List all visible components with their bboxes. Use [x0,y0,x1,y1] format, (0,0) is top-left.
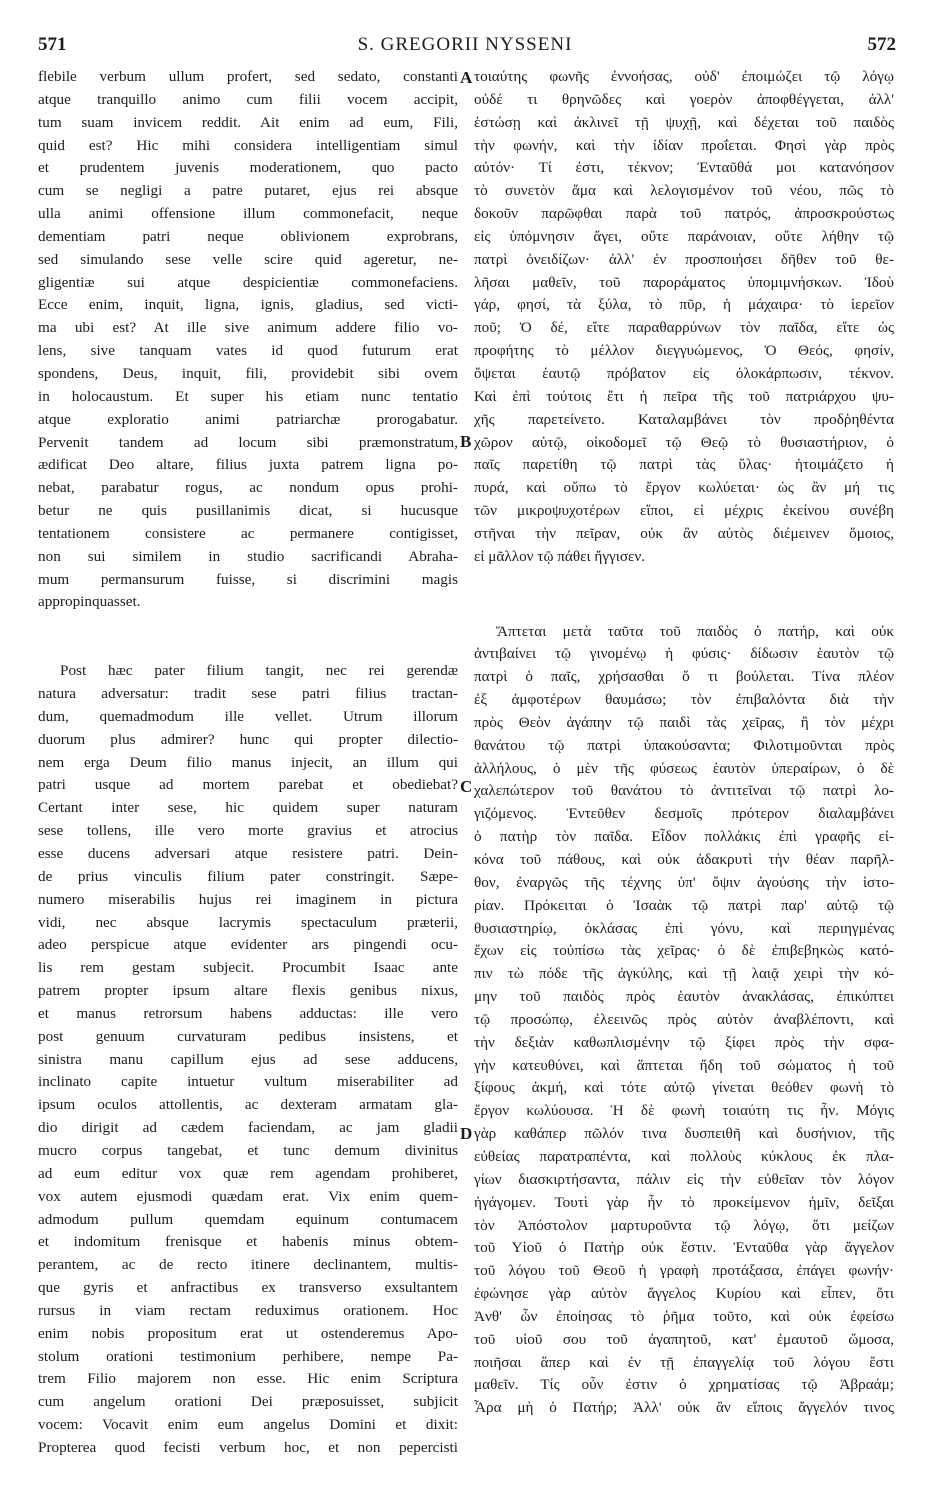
greek-paragraph-2 [474,621,894,1421]
text-line: enim nobis propositum erat ut ostenderemus Apo- [38,1324,458,1342]
text-line: adeo perspicue atque evidenter ars pingendi ocu- [38,936,458,954]
margin-marker-c: C [460,777,473,796]
text-line: spondens, Deus, inquit, fili, providebit sibi ovem [38,364,458,382]
text-line: ipsum oculos attollentis, ac dexteram armatam gla- [38,1096,458,1114]
text-line: ἐφώνησε γὰρ αὐτὸν ἄγγελος Κυρίου καὶ εἶπεν, ὅτι [474,1285,894,1303]
text-line: μαθεῖν. Τίς οὖν ἐστιν ὁ χρηματίσας τῷ Ἀβραάμ; [474,1376,894,1394]
text-line: Pervenit tandem ad locum sibi præmonstratum, [38,433,458,451]
text-line: de prius vinculis filium pater constringit. Sæpe- [38,867,458,885]
page-number-left: 571 [38,34,67,55]
text-line: γὴν κατευθύνει, καὶ ἅπτεται ἤδη τοῦ σώματος ἡ τοῦ [474,1056,894,1074]
text-line: cum se negligi a patre putaret, ejus rei absque [38,182,458,200]
text-line: ξίφους ἀκμή, καὶ τότε αὐτῷ γίνεται θεόθεν φωνὴ τὸ [474,1079,894,1097]
text-line: duorum plus admirer? hunc qui propter dilectio- [38,730,458,748]
text-line: πατρὶ ὀνειδίζων· ἀλλ' ἐν προσποιήσει δῆθεν τοῦ θε- [474,250,894,268]
text-line: que gyris et anfractibus ex transverso exsultantem [38,1279,458,1297]
text-line: Ἀνθ' ὧν ἐποίησας τὸ ῥῆμα τοῦτο, καὶ οὐκ ἐφείσω [474,1307,894,1325]
text-line: τὴν φωνήν, καὶ τὴν ἰδίαν προΐεται. Φησὶ γὰρ πρὸς [474,136,894,154]
text-line: πρὸς Θεὸν ἀγάπην τῷ παιδὶ τὰς χεῖρας, ἢ τὸν μέχρι [474,713,894,731]
text-line: ρίαν. Πρόκειται ὁ Ἰσαὰκ τῷ πατρὶ παρ' αὐτῷ τῷ [474,896,894,914]
text-line: παῖς παρετίθη τῷ πατρὶ τὰς ὕλας· ἡτοιμάζετο ἡ [474,456,894,474]
text-line: Ecce enim, inquit, ligna, ignis, gladius, sed victi- [38,296,458,314]
text-line: ἠγάγομεν. Τουτὶ γὰρ ἦν τὸ προκείμενον ἡμῖν, δεῖξαι [474,1193,894,1211]
text-line: sinistra manu capillum ejus ad sese adducens, [38,1050,458,1068]
text-line: τὸ συνετὸν ἅμα καὶ λελογισμένον τοῦ νέου, πῶς τὸ [474,182,894,200]
text-line: πυρά, καὶ οὔπω τὸ ἔργον κωλύεται· ὡς ἂν μή τις [474,479,894,497]
text-line: εἰς ὑπόμνησιν ἄγει, οὔτε παράνοιαν, οὔτε λήθην τῷ [474,227,894,245]
text-line: ὁ πατὴρ τὸν παῖδα. Εἶδον πολλάκις ἐπὶ γραφῆς εἰ- [474,828,894,846]
text-line: στῆναι τὴν πεῖραν, οὐκ ἂν αὐτὸς διέμεινεν ὅμοιος, [474,524,894,542]
text-line: appropinquasset. [38,593,141,611]
text-line: flebile verbum ullum profert, sed sedato, constanti [38,68,458,85]
text-line: admodum pullum quemdam equinum contumacem [38,1210,458,1228]
text-line: dum, quemadmodum ille vellet. Utrum illorum [38,707,458,725]
greek-column [474,66,894,1420]
margin-marker-d: D [460,1124,473,1143]
text-line: lens, sive tanquam vates id quod futurum erat [38,342,458,360]
text-line: atque tranquillo animo cum filii vocem accipit, [38,90,458,108]
text-line: Καὶ ἐπὶ τούτοις ἔτι ἡ πεῖρα τῆς τοῦ πατριάρχου ψυ- [474,387,894,405]
text-line: αὐτόν· Τί ἐστι, τέκνον; Ἐνταῦθά μοι κατανόησον [474,159,894,177]
text-line: et prudentem juvenis moderationem, quo pacto [38,159,458,177]
text-line: patrem propter ipsum altare flexis genibus nixus, [38,982,458,1000]
text-line: Ἆρα μὴ ὁ Πατήρ; Ἀλλ' οὐκ ἂν εἴποις ἄγγελόν τινος [474,1399,894,1417]
text-line: Post hæc pater filium tangit, nec rei gerendæ [60,662,458,680]
paragraph-gap [38,614,458,660]
text-line: γιζόμενος. Ἐντεῦθεν δεσμοῖς πρότερον διαλαμβάνει [474,805,894,823]
text-line: gligentiæ sui atque despicientiæ commonefaciens. [38,273,458,291]
text-line: numero miserabilis hujus rei imaginem in pictura [38,890,458,908]
text-line: τοῦ λόγου τοῦ Θεοῦ ἡ γραφὴ προτάξασα, ἐπάγει φωνήν· [474,1262,894,1280]
text-line: et indomitum frenisque et habenis minus obtem- [38,1233,458,1251]
text-line: γάρ, φησί, τὰ ξύλα, τὸ πῦρ, ἡ μάχαιρα· τὸ ἱερεῖον [474,296,894,314]
text-line: rursus in viam rectam reduximus orationem. Hoc [38,1301,458,1319]
text-line: nebat, parabatur rogus, ac nondum opus prohi- [38,479,458,497]
text-line: γίων διασκιρτήσαντα, πάλιν εἰς τὴν εὐθεῖαν τὸν λόγον [474,1170,894,1188]
text-line: πατρὶ ὁ παῖς, χρήσασθαι ὅ τι βούλεται. Τίνα πλέον [474,668,894,686]
paragraph-gap [474,569,894,621]
text-line: ma ubi est? At ille sive animum addere filio vo- [38,319,458,337]
text-line: ἑστώσῃ καὶ ἀκλινεῖ τῇ ψυχῇ, καὶ δέχεται τοῦ παιδὸς [474,113,894,131]
text-line: tum suam invicem reddit. Ait enim ad eum, Fili, [38,113,458,131]
margin-marker-b: B [460,432,472,451]
latin-column [38,66,458,1460]
text-line: ad eum editur vox quæ rem agendam prohiberet, [38,1164,458,1182]
text-line: Propterea quod fecisti verbum hoc, et non pepercisti [38,1438,458,1456]
text-line: ἐξ ἀμφοτέρων θαυμάσω; τὸν ἐπιβαλόντα διὰ τὴν [474,691,894,709]
page-number-right: 572 [867,34,896,55]
text-line: esse ducens adversari atque resistere patri. Dein- [38,845,458,862]
page-header [0,34,930,64]
latin-paragraph-1 [38,66,458,614]
text-line: χαλεπώτερον τοῦ θανάτου τὸ ἀντιτεῖναι τῷ πατρὶ λο- [474,782,894,800]
text-line: quid est? Hic mihi considera intelligentiam simul [38,136,458,154]
text-line: non sui similem in studio sacrificandi Abraha- [38,547,458,565]
text-line: τὴν δεξιὰν καθωπλισμένην τῷ ξίφει πρὸς τὴν σφα- [474,1033,894,1051]
greek-paragraph-1 [474,66,894,569]
text-line: τοῦ Υἱοῦ ὁ Πατὴρ οὐκ ἔστιν. Ἐνταῦθα γὰρ ἄγγελον [474,1239,894,1257]
text-line: κόνα τοῦ πάθους, καὶ οὐκ ἀδακρυτὶ τὴν θέαν παρῆλ- [474,851,894,868]
text-line: dementiam patri neque oblivionem exprobrans, [38,227,458,245]
text-line: betur ne quis pusillanimis dicat, si hucusque [38,502,458,520]
text-line: ἔχων εἰς τοὐπίσω τὰς χεῖρας· ὁ δὲ ἐπιβεβηκὼς κατό- [474,942,894,960]
text-line: vox autem ejusmodi quædam erat. Vix enim quem- [38,1187,458,1205]
text-line: τοῦ υἱοῦ σου τοῦ ἀγαπητοῦ, κατ' ἐμαυτοῦ ὤμοσα, [474,1330,894,1348]
text-line: lis rem gestam subjecit. Procumbit Isaac ante [38,959,458,977]
text-line: τοιαύτης φωνῆς ἐννοήσας, οὐδ' ἐποιμώζει τῷ λόγῳ [474,68,894,85]
text-line: trem Filio majorem non esse. Hic enim Scriptura [38,1370,458,1388]
text-line: post genuum curvaturam pedibus insistens, et [38,1027,458,1045]
text-line: et manus retrorsum habens adductas: ille vero [38,1004,458,1022]
latin-paragraph-2 [38,660,458,1460]
text-line: γὰρ καθάπερ πῶλόν τινα δυσπειθῆ καὶ δυσήνιον, τῆς [474,1125,894,1143]
text-line: mum permansurum fuisse, si discrimini magis [38,570,458,588]
text-line: θυσιαστηρίῳ, ὀκλάσας ἐπὶ γόνυ, καὶ περιηγμένας [474,919,894,937]
text-line: χῆς παρετείνετο. Καταλαμβάνει τὸν προδῥηθέντα [474,410,894,428]
margin-marker-a: A [460,68,473,87]
text-line: ἔργον κωλύουσα. Ἡ δὲ φωνὴ τοιαύτη τις ἦν. Μόγις [474,1102,894,1120]
text-line: cum angelum orationi Dei præposuisset, subjicit [38,1393,458,1411]
text-line: τὸν Ἀπόστολον μαρτυροῦντα τῷ λόγῳ, ὅτι μείζων [474,1216,894,1234]
text-line: εὐθείας παρατραπέντα, καὶ πολλοὺς κύκλους ἐκ πλα- [474,1147,894,1165]
text-line: atque exploratio animi patriarchæ prorogabatur. [38,410,458,428]
text-line: εἰ μᾶλλον τῷ πάθει ἤγγισεν. [474,547,646,565]
text-line: δοκοῦν παρῶφθαι παρὰ τοῦ πατρός, ἀπροσκρούστως [474,205,894,223]
text-line: patri usque ad mortem parebat et obediebat? [38,776,458,794]
text-line: natura adversatur: tradit sese patri filius tractan- [38,685,458,703]
text-line: μην τοῦ παιδὸς πρὸς ἑαυτὸν ἀνακλάσας, ἐπικύπτει [474,988,894,1006]
text-line: in holocaustum. Et super his etiam nunc tentatio [38,387,458,405]
text-line: οὐδέ τι θρηνῶδες καὶ γοερὸν ἀποφθέγγεται, ἀλλ' [474,90,894,108]
text-line: προφήτης τὸ μέλλον διεγγυώμενος, Ὁ Θεός, φησίν, [474,342,894,360]
text-line: ποῦ; Ὁ δέ, εἴτε παραθαρρύνων τὸν παῖδα, εἴτε ὡς [474,319,894,337]
text-line: inclinato capite intuetur vultum miserabiliter ad [38,1073,458,1091]
text-line: πιν τὼ πόδε τῆς ἀγκύλης, καὶ τῇ λαιᾷ χειρὶ τὴν κό- [474,965,894,983]
text-line: vidi, nec absque lacrymis spectaculum præterii, [38,913,458,931]
text-line: vocem: Vocavit enim eum angelus Domini et dixit: [38,1416,458,1434]
text-line: ἀντιβαίνει τῷ γινομένῳ ἡ φύσις· δίδωσιν ἑαυτὸν τῷ [474,645,894,663]
running-title: S. GREGORII NYSSENI [357,34,573,55]
text-line: sese tollens, ille vero morte gravius et atrocius [38,822,458,840]
text-line: Certant inter sese, hic quidem super naturam [38,799,458,817]
text-line: ædificat Deo altare, filius juxta patrem ligna po- [38,456,458,474]
text-line: Ἅπτεται μετὰ ταῦτα τοῦ παιδὸς ὁ πατήρ, καὶ οὐκ [496,622,894,640]
text-line: ulla animi offensione illum commonefacit, neque [38,205,458,223]
text-line: λῆσαι μαθεῖν, τοῦ παροράματος ὑπομιμνήσκων. Ἰδοὺ [474,273,894,291]
text-line: ἀλλήλους, ὁ μὲν τῆς φύσεως ἑαυτὸν ὑπεραίρων, ὁ δὲ [474,759,894,777]
text-line: dio dirigit ad cædem faciendam, ac jam gladii [38,1119,458,1137]
text-line: sed simulando sese velle scire quid ageretur, ne- [38,250,458,268]
text-line: τῶν μικροψυχοτέρων εἴποι, εἰ μέχρις ἐκείνου συνέβη [474,502,894,520]
text-line: χῶρον αὐτῷ, οἰκοδομεῖ τῷ Θεῷ τὸ θυσιαστήριον, ὁ [474,433,894,451]
text-line: perantem, ac de recto itinere declinantem, multis- [38,1256,458,1274]
text-line: ποιῆσαι ἅπερ καὶ ἐν τῇ ἐπαγγελίᾳ τοῦ λόγου ἔστι [474,1353,894,1371]
text-line: nem erga Deum filio manus injecit, an illum qui [38,753,458,771]
text-line: mucro corpus tangebat, et tunc demum divinitus [38,1141,458,1159]
text-line: tentationem consistere ac permanere contigisset, [38,524,458,542]
text-line: ὄψεται ἑαυτῷ πρόβατον εἰς ὁλοκάρπωσιν, τέκνον. [474,364,894,382]
text-line: τῷ προσώπῳ, ἐλεεινῶς πρὸς αὐτὸν ἀναβλέποντι, καὶ [474,1010,894,1028]
text-line: stolum orationi testimonium perhibere, nempe Pa- [38,1347,458,1365]
text-line: θανάτου τῷ πατρὶ ὑπακούσαντα; Φιλοτιμοῦνται πρὸς [474,736,894,754]
text-line: θον, ἐναργῶς τῆς τέχνης ὑπ' ὄψιν ἀγούσης τὴν ἱστο- [474,873,894,891]
